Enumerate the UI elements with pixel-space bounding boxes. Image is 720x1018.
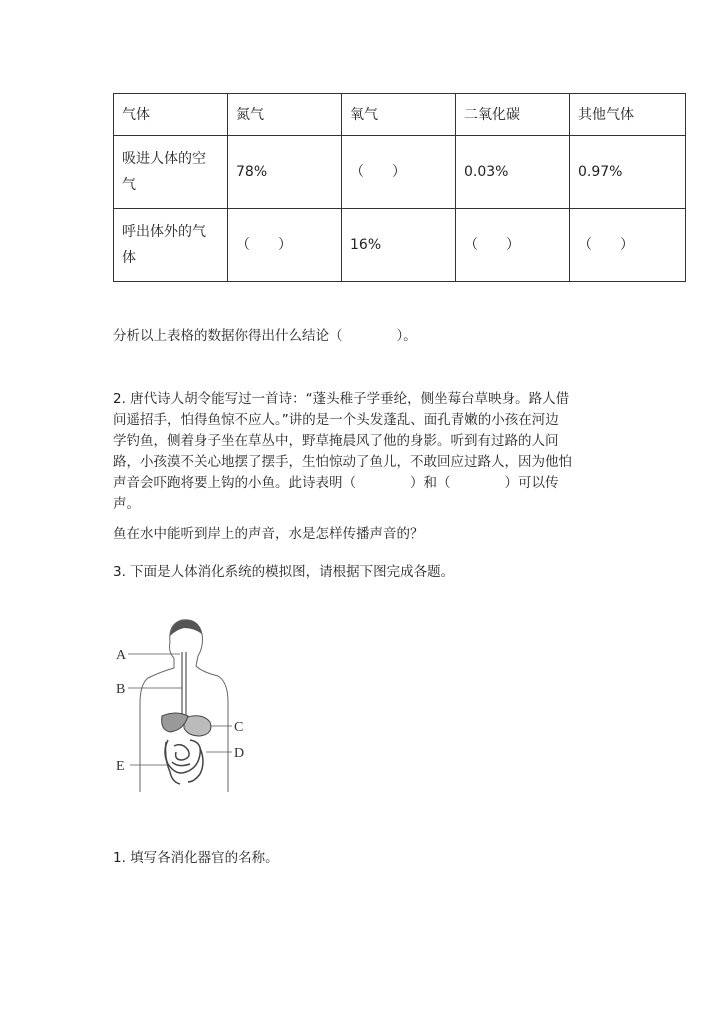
label-leaders: [128, 654, 232, 765]
gas-composition-table: [113, 93, 686, 282]
digestive-system-figure: [110, 612, 260, 804]
liver-shape: [162, 713, 188, 732]
q2-followup-question: 鱼在水中能听到岸上的声音，水是怎样传播声音的？: [113, 526, 424, 542]
intestines-shape: [165, 740, 203, 784]
esophagus-shape: [182, 652, 186, 720]
label-b: B: [116, 682, 126, 697]
q2-line: 问遥招手，怕得鱼惊不应人。”讲的是一个头发蓬乱、面孔青嫩的小孩在河边: [113, 412, 559, 428]
q2-line: 声音会吓跑将要上钩的小鱼。此诗表明（ ）和（ ）可以传: [113, 475, 559, 491]
header-cell-other: 其他气体: [570, 94, 686, 136]
row-label-line1: 呼出体外的气: [122, 224, 206, 240]
head-hair: [170, 620, 202, 636]
q3-sub1-prompt: 1. 填写各消化器官的名称。: [113, 850, 279, 866]
row-label-line2: 气: [122, 177, 136, 193]
table-row-exhaled: [114, 209, 686, 282]
label-a: A: [116, 648, 127, 663]
q2-paragraph: [113, 389, 613, 515]
stomach-shape: [184, 716, 211, 736]
cell-exhaled-oxygen: 16%: [342, 209, 456, 282]
q2-line: 路，小孩漠不关心地摆了摆手，生怕惊动了鱼儿，不敢回应过路人，因为他怕: [113, 454, 572, 470]
q2-line: 学钓鱼，侧着身子坐在草丛中，野草掩晨风了他的身影。听到有过路的人问: [113, 433, 559, 449]
cell-inhaled-oxygen-blank[interactable]: （ ）: [342, 136, 456, 209]
label-e: E: [116, 759, 125, 774]
header-cell-gas: 气体: [114, 94, 228, 136]
cell-exhaled-other-blank[interactable]: （ ）: [570, 209, 686, 282]
row-label-exhaled: [114, 209, 228, 282]
q1-conclusion-prompt: 分析以上表格的数据你得出什么结论（ ）。: [113, 328, 417, 344]
row-label-inhaled: [114, 136, 228, 209]
cell-inhaled-nitrogen: 78%: [228, 136, 342, 209]
cell-exhaled-nitrogen-blank[interactable]: （ ）: [228, 209, 342, 282]
row-label-line2: 体: [122, 250, 136, 266]
header-cell-co2: 二氧化碳: [456, 94, 570, 136]
table-header-row: [114, 94, 686, 136]
row-label-line1: 吸进人体的空: [122, 151, 206, 167]
header-cell-nitrogen: 氮气: [228, 94, 342, 136]
q2-line: 声。: [113, 496, 140, 512]
table-row-inhaled: [114, 136, 686, 209]
q2-line: 2. 唐代诗人胡令能写过一首诗：“蓬头稚子学垂纶，侧坐莓台草映身。路人借: [113, 391, 570, 407]
header-cell-oxygen: 氧气: [342, 94, 456, 136]
label-c: C: [234, 720, 244, 735]
cell-inhaled-co2: 0.03%: [456, 136, 570, 209]
label-d: D: [234, 746, 245, 761]
q3-title: 3. 下面是人体消化系统的模拟图，请根据下图完成各题。: [113, 564, 455, 580]
cell-inhaled-other: 0.97%: [570, 136, 686, 209]
cell-exhaled-co2-blank[interactable]: （ ）: [456, 209, 570, 282]
